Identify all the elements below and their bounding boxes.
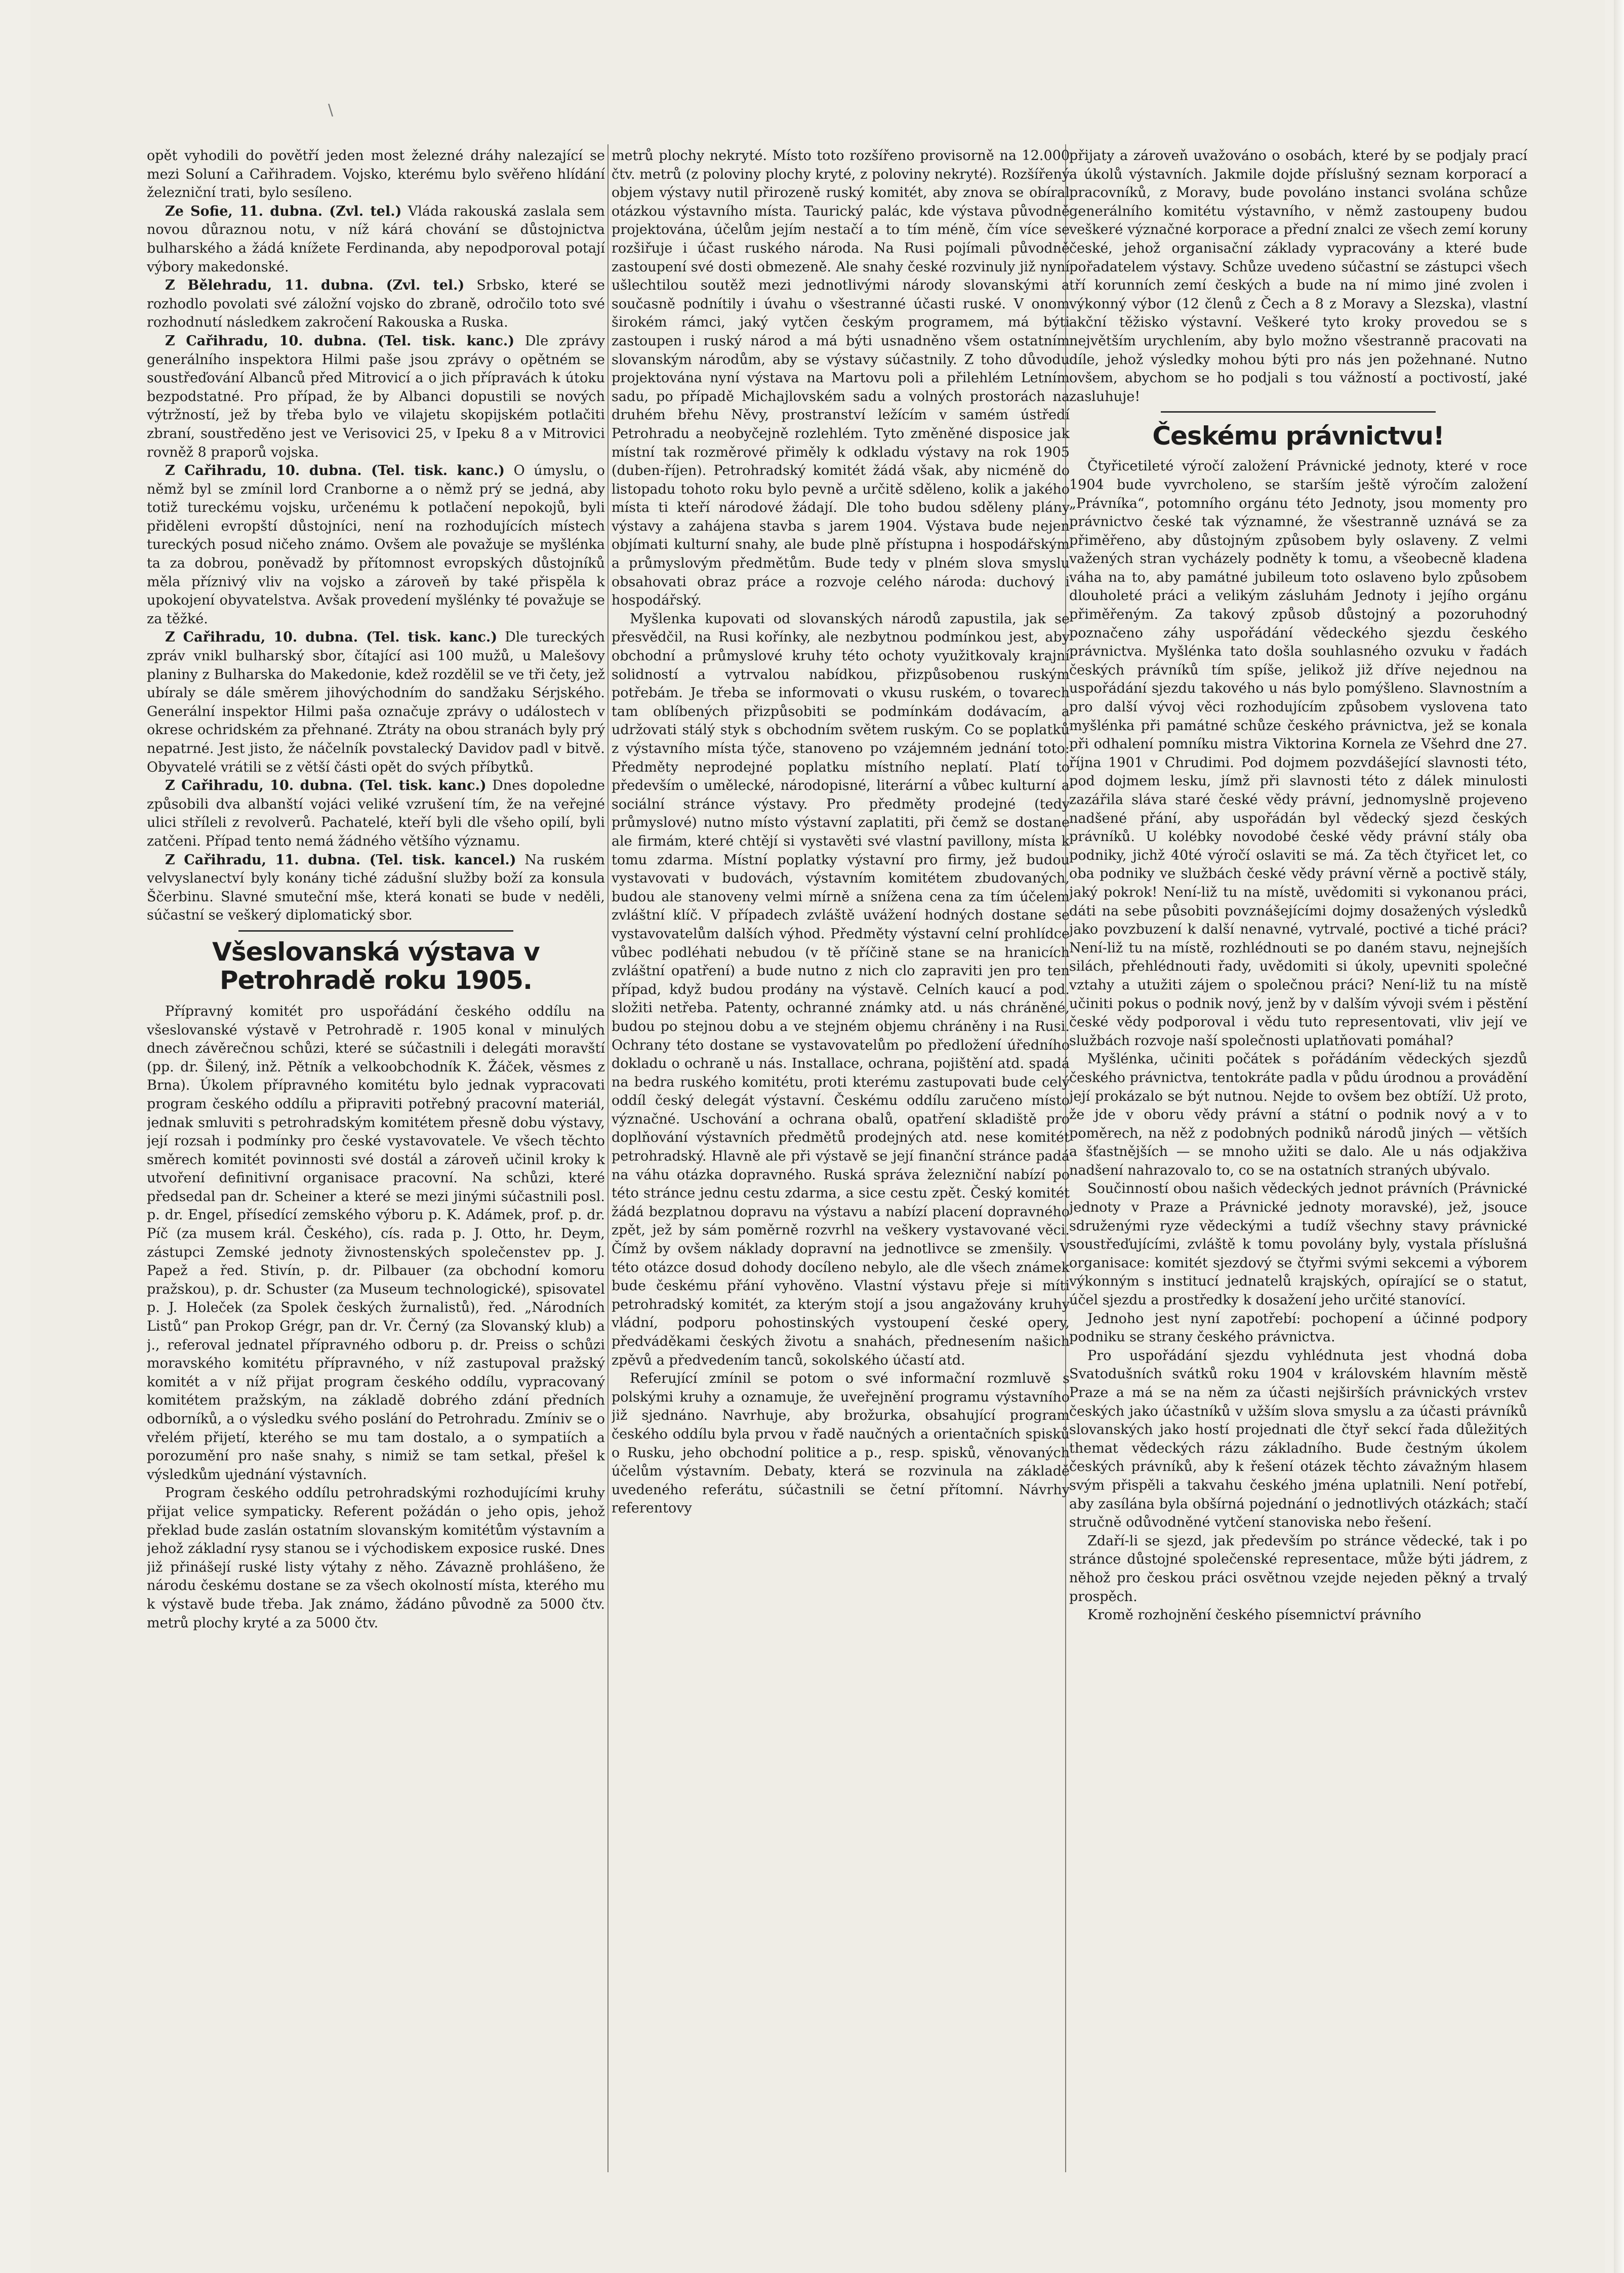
margin-mark: \ [328, 101, 334, 119]
dateline: Ze Sofie, 11. dubna. (Zvl. tel.) [165, 203, 402, 219]
news-item: Z Cařihradu, 10. dubna. (Tel. tisk. kanc.) Dnes dopoledne způsobili dva albanští vojáci veliké vzrušení tím, že na veřejné ulici stříleli z revolverů. Pachatelé, kteří byli dle všeho opilí, byli zatčeni. Případ tento nemá žádného většího významu. [147, 778, 605, 849]
column-3 [1069, 147, 1527, 2180]
article-paragraph: Přípravný komitét pro uspořádání českého oddílu na všeslovanské výstavě v Petrohradě r. 1905 konal v minulých dnech závěrečnou schůzi, které se súčastnili i delegáti moravští (pp. dr. Šilený, inž. Pětník a velkoobchodník K. Žáček, věsmes z Brna). Úkolem přípravného komitétu bylo jednak vypracovati program českého oddílu a připraviti potřebný pracovní materiál, jednak smluviti s petrohradským komitétem přesně dobu výstavy, její rozsah i podmínky pro české vystavovatele. Ve všech těchto směrech komitét povinnosti své dostál a zároveň učinil kroky k utvoření definitivní organisace pracovní. Na schůzi, které předsedal pan dr. Scheiner a které se mezi jinými súčastnili posl. p. dr. Engel, přísedící zemského výboru p. K. Adámek, prof. p. dr. Píč (za musem král. Českého), cís. rada p. J. Otto, hr. Deym, zástupci Zemské jednoty živnostenských společenstev pp. J. Papež a řed. Stivín, p. dr. Pilbauer (za obchodní komoru pražskou), p. dr. Schuster (za Museum technologické), spisovatel p. J. Holeček (za Spolek českých žurnalistů), řed. „Národních Listů“ pan Prokop Grégr, pan dr. Vr. Černý (za Slovanský klub) a j., referoval jednatel přípravného odboru p. dr. Preiss o schůzi moravského komitétu přípravného, v níž zastupoval pražský komitét a v níž přijat program českého oddílu, vypracovaný komitétem pražským, na základě dobrého zdání předních odborníků, a o výsledku svého poslání do Petrohradu. Zmíniv se o vřelém přijetí, kterého se mu tam dostalo, a o sympatiích a porozumění pro naše snahy, s nimiž se tam setkal, přešel k výsledkům ujednání výstavních. [147, 1003, 605, 1483]
article-paragraph: Myšlenka kupovati od slovanských národů zapustila, jak se přesvědčil, na Rusi kořínky, ale nezbytnou podmínkou jest, aby obchodní a průmyslové kruhy této ochoty využitkovaly krajní solidností a vytrvalou nabídkou, přizpůsobenou ruským potřebám. Je třeba se informovati o vkusu ruském, o tovarech tam oblíbených přizpůsobiti se podmínkám dodávacím, a udržovati stálý styk s obchodním světem ruským. Co se poplatků z výstavního místa týče, stanoveno po vzájemném jednání toto: Předměty neprodejné poplatku místního neplatí. Platí to především o umělecké, národopisné, literární a vůbec kulturní a sociální stránce výstavy. Pro předměty prodejné (tedy průmyslové) nutno místo výstavní zaplatiti, při čemž se dostane ale firmám, které chtějí si vystavěti své vlastní pavillony, místa k tomu zdarma. Místní poplatky výstavní pro firmy, jež budou vystavovati v budovách, výstavním komitétem zbudovaných, budou ale stanoveny velmi mírně a snížena cena za tím účelem zvláštní klíč. V případech zvláště uvážení hodných dostane se vystavovatelům dalších výhod. Předměty výstavní celní prohlídce vůbec podléhati nebudou (v tě příčině stane se na hranicích zvláštní opatření) a bude nutno z nich clo zapraviti jen pro ten případ, když budou prodány na výstavě. Celních kaucí a pod. složiti netřeba. Patenty, ochranné známky atd. u nás chráněné, budou po stejnou dobu a ve stejném objemu chráněny i na Rusi. Ochrany této dostane se vystavovatelům po předložení úředního dokladu o ochraně u nás. Installace, ochrana, pojištění atd. spadá na bedra ruského komitétu, proti kterému zastupovati bude celý oddíl český delegát výstavní. Českému oddílu zaručeno místo význačné. Uschování a ochrana obalů, opatření skladiště pro doplňování výstavních předmětů prodejných atd. nese komitét petrohradský. Hlavně ale při výstavě se její finanční stránce padá na váhu otázka dopravného. Ruská správa železniční nabízí po této stránce jednu cestu zdarma, a sice cestu zpět. Český komitét žádá bezplatnou dopravu na výstavu a nabízí placení dopravného zpět, jež by sám poměrně rozvrhl na veškery vystavované věci. Čímž by ovšem náklady dopravní na jednotlivce se zmenšily. V této otázce dosud dohody docíleno nebylo, ale dle všech známek bude českému přání vyhověno. Vlastní výstavu přeje si míti petrohradský komitét, za kterým stojí a jsou angažovány kruhy vládní, podporu pohostinských vystoupení české opery, předváděkami českých životu a snahách, přednesením našich zpěvů a předvedením tanců, sokolského účastí atd. [612, 611, 1070, 1368]
dateline: Z Cařihradu, 10. dubna. (Tel. tisk. kanc.) [165, 333, 515, 349]
article-paragraph: přijaty a zároveň uvažováno o osobách, které by se podjaly prací a úkolů výstavních. Jakmile dojde příslušný seznam korporací a pracovníků, z Moravy, bude povoláno instanci svolána schůze generálního komitétu výstavního, v němž zastoupeny budou veškeré význačné korporace a přední znalci ze všech zemí koruny české, jehož organisační základy vypracovány a které bude pořadatelem výstavy. Schůze uvedeno súčastní se zástupci všech tří korunních zemí českých a bude na ní mimo jiné zvolen i výkonný výbor (12 členů z Čech a 8 z Moravy a Slezska), vlastní akční těžisko výstavní. Veškeré tyto kroky provedou se s největším urychlením, aby bylo možno všestranně pracovati na díle, jehož výsledky mohou býti pro nás jen požehnané. Nutno ovšem, abychom se ho podjali s tou vážností a poctivostí, jaké zasluhuje! [1069, 148, 1527, 405]
news-item: Z Cařihradu, 11. dubna. (Tel. tisk. kancel.) Na ruském velvyslanectví byly konány tiché zádušní služby boží za konsula Ščerbinu. Slavné smuteční mše, která konati se bude v neděli, súčastní se veškerý diplomatický sbor. [147, 852, 605, 924]
news-item: Z Cařihradu, 10. dubna. (Tel. tisk. kanc.) Dle tureckých zpráv vnikl bulharský sbor, čítající asi 100 mužů, u Malešovy planiny z Bulharska do Makedonie, kdež rozdělil se ve tři čety, jež ubíraly se dále směrem jihovýchodním do sandžaku Sérjského. Generální inspektor Hilmi paša označuje zprávy o událostech v okrese ochridském za přehnané. Ztráty na obou stranách byly prý nepatrné. Jest jisto, že náčelník povstalecký Davidov padl v bitvě. Obyvatelé vrátili se z větší části opět do svých příbytků. [147, 629, 605, 775]
article-headline: Všeslovanská výstava v Petrohradě roku 1905. [212, 937, 540, 995]
article-paragraph: Referující zmínil se potom o své informační rozmluvě s polskými kruhy a oznamuje, že uveřejnění programu výstavního již sjednáno. Navrhuje, aby brožurka, obsahující program českého oddílu byla prvou v řadě naučných a orientačních spisků o Rusku, jeho obchodní politice a p., resp. spisků, věnovaných účelům výstavním. Debaty, která se rozvinula na základě uvedeného referátu, súčastnili se četní přítomní. Návrhy referentovy [612, 1371, 1070, 1517]
article-paragraph: Čtyřicetileté výročí založení Právnické jednoty, které v roce 1904 bude vyvrcholeno, se starším ještě výročím založení „Právníka“, potomního orgánu této Jednoty, jsou momenty pro právnictvo české tak významné, že všestranně uznává se za přiměřeno, aby důstojným způsobem byly oslaveny. Z velmi važených stran vycházely podněty k tomu, a všeobecně kladena váha na to, aby památné jubileum toto oslaveno bylo způsobem dlouholeté práci a velikým zásluhám Jednoty i jejího orgánu přiměřeným. Za takový způsob důstojný a pozoruhodný poznačeno záhy uspořádání vědeckého sjezdu českého právnictva. Myšlénka tato došla souhlasného ozvuku v řadách českých právníků tím spíše, jelikož již dříve nejednou na uspořádání sjezdu takového u nás bylo pomýšleno. Slavnostním a pro další vývoj věci rozhodujícím způsobem vyslovena tato myšlénka při památné schůze českého právnictva, jež se konala při odhalení pomníku mistra Viktorina Kornela ze Všehrd dne 27. října 1901 v Chrudimi. Pod dojmem pozvdášející slavnosti této, pod dojmem lesku, jímž při slavnosti této z dálek minulosti zazářila sláva staré české vědy právní, jednomyslně projeveno nadšené přání, aby uspořádán byl vědecký sjezd českých právníků. U kolébky novodobé české vědy právní stály oba podniky, jichž 40té výročí oslaviti se má. Za těch čtyřicet let, co oba podniky ve službách české vědy právní věrně a poctivě stály, jaký pokrok! Není-liž tu na místě, uvědomiti si vykonanou práci, dáti na sebe působiti povznášejícími dojmy dosažených výsledků jako povzbuzení k další nenavné, vytrvalé, poctivé a tiché práci? Není-liž tu na místě, rozhlédnouti se po daném stavu, nejnejších silách, přehlédnouti řady, uvědomiti si úkoly, upevniti společné vztahy a utužiti zájem o společnou práci? Není-liž tu na místě učiniti pokus o podnik nový, jenž by v dalším vývoji svém i pěstění české vědy podporoval i vědu tuto representovati, vliv její ve službách rozvoje naší společnosti uplatňovati pomáhal? [1069, 458, 1527, 1049]
column-divider [607, 144, 608, 2172]
article-paragraph: metrů plochy nekryté. Místo toto rozšířeno provisorně na 12.000 čtv. metrů (z poloviny plochy kryté, z poloviny nekryté). Rozšířený objem výstavy nutil přirozeně ruský komitét, aby znova se obíral otázkou výstavního místa. Taurický palác, kde výstava původně projektována, účelům jejím nestačí a to tím méně, čím více se rozšiřuje i účast ruského národa. Na Rusi pojímali původně zastoupení své dosti obmezeně. Ale snahy české rozvinuly již nyní ušlechtilou soutěž mezi jednotlivými národy slovanskými a současně podnítily i úvahu o všestranné účasti ruské. V onom širokém rámci, jaký vytčen českým programem, má býti zastoupen i ruský národ a má býti usnadněno všem ostatním slovanským národům, aby se výstavy súčastnily. Z toho důvodu projektována nyní výstava na Martovu poli a přilehlém Letním sadu, po případě Michajlovském sadu a volných prostorách na druhém břehu Něvy, prostranství ležícím v samém ústředí Petrohradu a neobyčejně rozlehlém. Tyto změněné disposice jak místní tak rozměrové přiměly k odkladu výstavy na rok 1905 (duben-říjen). Petrohradský komitét žádá však, aby nicméně do listopadu tohoto roku bylo pevně a určitě sděleno, kolik a jakého místa ti kteří národové žádají. Dle toho budou sděleny plány výstavy a zahájena stavba s jarem 1904. Výstava bude nejen objímati kulturní snahy, ale bude plně přístupna i hospodářským a průmyslovým předmětům. Bude tedy v plném slova smyslu obsahovati obraz práce a rozvoje celého národa: duchový i hospodářský. [612, 148, 1070, 609]
article-headline: Českému právnictvu! [1152, 421, 1444, 451]
dateline: Z Cařihradu, 10. dubna. (Tel. tisk. kanc.) [165, 778, 486, 794]
dateline: Z Cařihradu, 10. dubna. (Tel. tisk. kanc.) [165, 629, 498, 646]
article-paragraph: Jednoho jest nyní zapotřebí: pochopení a účinné podpory podniku se strany českého právnictva. [1069, 1310, 1527, 1345]
section-rule [1161, 411, 1436, 413]
news-item: Z Cařihradu, 10. dubna. (Tel. tisk. kanc.) Dle zprávy generálního inspektora Hilmi paše jsou zprávy o opětném se soustřeďování Albanců před Mitrovicí a o jich přípravách k útoku bezpodstatné. Pro případ, že by Albanci dopustili se nových výtržností, jež by třeba bylo ve vilajetu skopijském potlačiti zbraní, soustředěno jest ve Verisovici 25, v Ipeku 8 a v Mitrovici rovněž 8 praporů vojska. [147, 333, 605, 460]
column-2 [612, 147, 1070, 2180]
page-edge [1614, 0, 1624, 2273]
dateline: Z Cařihradu, 10. dubna. (Tel. tisk. kanc.) [165, 463, 505, 479]
column-1 [147, 147, 605, 2180]
dateline: Z Bělehradu, 11. dubna. (Zvl. tel.) [165, 277, 465, 294]
article-paragraph: Kromě rozhojnění českého písemnictví právního [1087, 1607, 1422, 1623]
section-rule [238, 930, 513, 932]
article-paragraph: Myšlénka, učiniti počátek s pořádáním vědeckých sjezdů českého právnictva, tentokráte padla v půdu úrodnou a provádění její prokázalo se být nutnou. Nejde to ovšem bez obtíží. Už proto, že jde v oboru vědy právní a státní o podnik nový a v to poměrech, na něž z podobných podniků národů jiných — větších a šťastnějších — se mnoho užiti se dalo. Ale u nás odjakživa nadšení nahrazovalo to, co se na ostatních straných ubývalo. [1069, 1051, 1527, 1178]
news-item: Z Cařihradu, 10. dubna. (Tel. tisk. kanc.) O úmyslu, o němž byl se zmínil lord Cranborne a o němž prý se jedná, aby totiž tureckému vojsku, určenému k potlačení nepokojů, byli přiděleni evropští důstojníci, není na rozhodujících místech tureckých posud ničeho známo. Ovšem ale považuje se myšlénka ta za dobrou, poněvadž by přítomnost evropských důstojníků měla příznivý vliv na vojsko a zároveň by také přispěla k upokojení obyvatelstva. Avšak provedení myšlénky té považuje se za těžké. [147, 463, 605, 627]
news-item: Ze Sofie, 11. dubna. (Zvl. tel.) Vláda rakouská zaslala sem novou důraznou notu, v níž kárá chování se důstojnictva bulharského a žádá knížete Ferdinanda, aby nepodporoval potají výbory makedonské. [147, 203, 605, 275]
dateline: Z Cařihradu, 11. dubna. (Tel. tisk. kancel.) [165, 852, 516, 868]
article-paragraph: Součinností obou našich vědeckých jednot právních (Právnické jednoty v Praze a Právnické jednoty moravské), jež, jsouce sdruženými ryze vědeckými a tudíž všechny stavy právnické soustřeďujícími, zvláště k tomu povolány byly, vystala příslušná organisace: komitét sjezdový se čtyřmi svými sekcemi a výborem výkonným s institucí jednatelů krajských, opírající se o statut, účel sjezdu a prostředky k dosažení jeho určité stanovící. [1069, 1181, 1527, 1308]
article-paragraph: Zdaří-li se sjezd, jak především po stránce vědecké, tak i po stránce důstojné společenské representace, může býti jádrem, z něhož pro českou práci osvětnou vzejde nejeden pěkný a trvalý prospěch. [1069, 1533, 1527, 1605]
article-paragraph: opět vyhodili do povětří jeden most železné dráhy nalezající se mezi Soluní a Cařihradem. Vojsko, kterému bylo svěřeno hlídání železniční trati, bylo sesíleno. [147, 148, 605, 201]
article-paragraph: Pro uspořádání sjezdu vyhlédnuta jest vhodná doba Svatodušních svátků roku 1904 v královském hlavním městě Praze a má se na něm za účasti nejširších právnických vrstev českých jako účastníků v užším slova smyslu a za účasti právníků slovanských jako hostí projednati dle čtyř sekcí řada důležitých themat vědeckých rázu základního. Bude čestným úkolem českých právníků, aby k řešení otázek těchto závažným hlasem svým přispěli a takvahu českého jména uplatnili. Není potřebí, aby zasílána byla obšírná pojednání o jednotlivých otázkách; stačí stručně odůvodněné vytčení stanoviska nebo řešení. [1069, 1347, 1527, 1531]
article-paragraph: Program českého oddílu petrohradskými rozhodujícími kruhy přijat velice sympaticky. Referent požádán o jeho opis, jehož překlad bude zaslán ostatním slovanským komitétům výstavním a jehož základní rysy stanou se i východiskem exposice ruské. Dnes již přinášejí ruské listy výtahy z něho. Závazně prohlášeno, že národu českému dostane se za všech okolností místa, kterého mu k výstavě bude třeba. Jak známo, žádáno původně za 5000 čtv. metrů plochy kryté a za 5000 čtv. [147, 1485, 605, 1631]
news-item: Z Bělehradu, 11. dubna. (Zvl. tel.) Srbsko, které se rozhodlo povolati své záložní vojsko do zbraně, odročilo toto své rozhodnutí následkem zakročení Rakouska a Ruska. [147, 277, 605, 331]
